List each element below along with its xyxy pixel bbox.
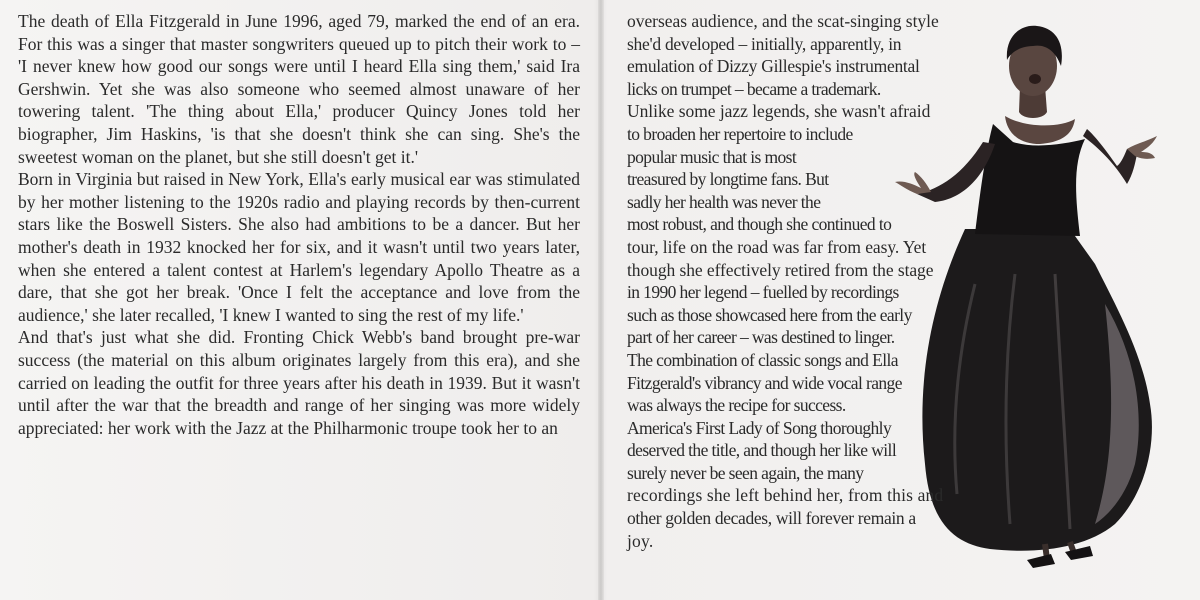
text-line: Fitzgerald's vibrancy and wide vocal range xyxy=(627,372,902,393)
text-line: other golden decades, will forever remain a xyxy=(627,508,916,529)
page-fold xyxy=(598,0,604,600)
shoe-left xyxy=(1027,554,1055,568)
text-line: joy. xyxy=(627,530,654,551)
text-line: emulation of Dizzy Gillespie's instrumental xyxy=(627,56,920,77)
text-line: sadly her health was never the xyxy=(627,191,821,212)
text-line: to broaden her repertoire to include xyxy=(627,123,853,144)
text-line: was always the recipe for success. xyxy=(627,395,846,416)
text-line: popular music that is most xyxy=(627,146,797,167)
text-line: treasured by longtime fans. But xyxy=(627,169,829,190)
text-line: most robust, and though she continued to xyxy=(627,214,892,235)
text-line: such as those showcased here from the early xyxy=(627,304,912,325)
paragraph-3: And that's just what she did. Fronting Chick Webb's band brought pre-war success (the material on this album originates largely from this era), and she carried on leading the outfit for three years after his death in 1939. But it wasn't until after the war that the breadth and range of her singing was more widely appreciated: her work with the Jazz at the Philharmonic troupe took her to an xyxy=(18,327,580,438)
text-line: licks on trumpet – became a trademark. xyxy=(627,78,881,99)
text-line: part of her career – was destined to linger. xyxy=(627,327,895,348)
text-line: America's First Lady of Song thoroughly xyxy=(627,417,892,438)
text-line: The combination of classic songs and Ella xyxy=(627,349,898,370)
right-page-text xyxy=(627,10,1047,552)
text-line: in 1990 her legend – fuelled by recordings xyxy=(627,282,899,303)
arm-right xyxy=(1083,129,1137,184)
text-line: tour, life on the road was far from easy. Yet xyxy=(627,236,927,257)
text-line: deserved the title, and though her like will xyxy=(627,440,897,461)
text-line: surely never be seen again, the many xyxy=(627,462,864,483)
left-page-text xyxy=(18,10,580,439)
text-line: recordings she left behind her, from this and xyxy=(627,485,944,506)
text-line: overseas audience, and the scat-singing style xyxy=(627,11,939,31)
paragraph-1: The death of Ella Fitzgerald in June 1996, aged 79, marked the end of an era. For this was a singer that master songwriters queued up to pitch their work to – 'I never knew how good our songs were until I heard Ella sing them,' said Ira Gershwin. Yet she was also someone who seemed almost unaware of her towering talent. 'The thing about Ella,' producer Quincy Jones told her biographer, Jim Haskins, 'is that she doesn't think she can sing. She's the sweetest woman on the planet, but she still doesn't get it.' xyxy=(18,11,580,167)
text-line: Unlike some jazz legends, she wasn't afraid xyxy=(627,101,931,122)
text-line: she'd developed – initially, apparently, in xyxy=(627,33,902,54)
text-line: though she effectively retired from the stage xyxy=(627,259,934,280)
paragraph-2: Born in Virginia but raised in New York, Ella's early musical ear was stimulated by her mother listening to the 1920s radio and playing records by then-current stars like the Boswell Sisters. She also had ambitions to be a dancer. But her mother's death in 1932 knocked her for six, and it wasn't until two years later, when she entered a talent contest at Harlem's legendary Apollo Theatre as a dare, that she got her break. 'Once I felt the acceptance and love from the audience,' she later recalled, 'I knew I wanted to sing the rest of my life.' xyxy=(18,169,580,325)
